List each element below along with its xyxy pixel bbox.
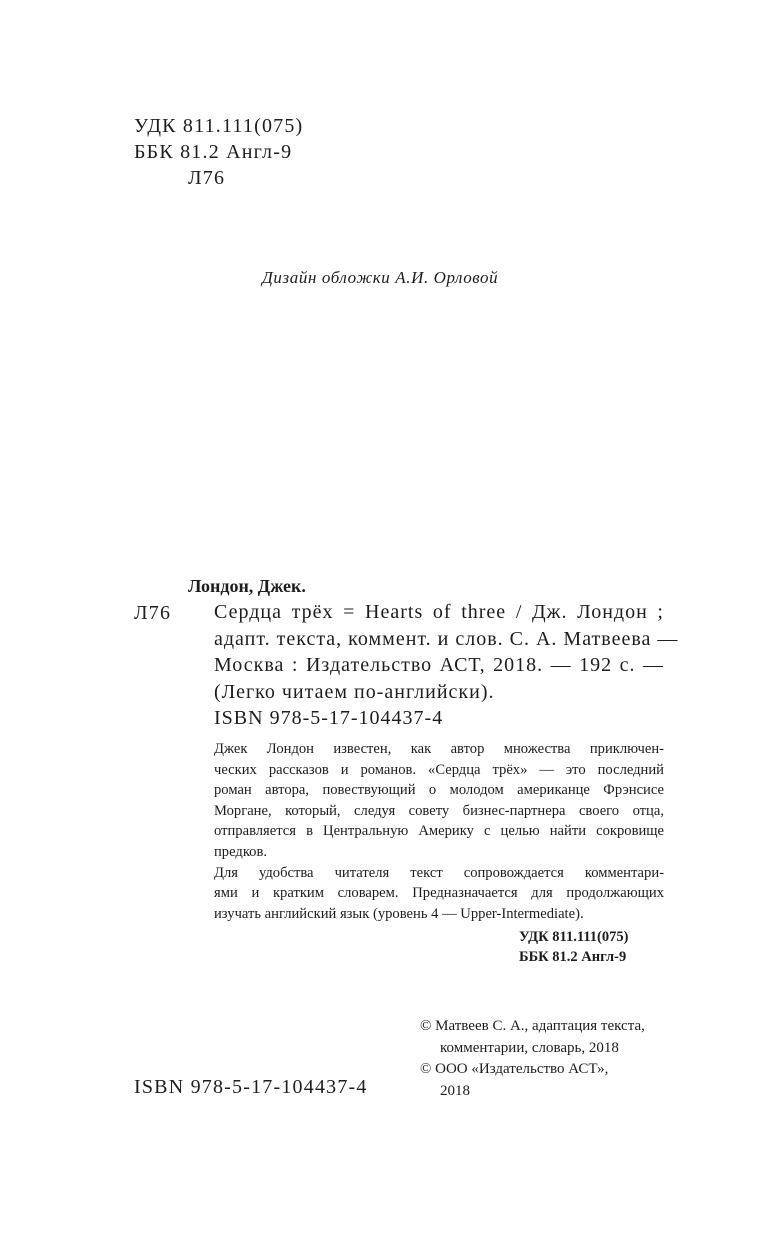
author-mark: Л76: [188, 167, 226, 189]
annotation-line: предков.: [214, 843, 268, 860]
catalog-line: (Легко читаем по-английски).: [214, 680, 495, 703]
footer-isbn: ISBN 978-5-17-104437-4: [134, 1076, 368, 1098]
catalog-isbn: ISBN 978-5-17-104437-4: [214, 707, 444, 729]
copyright-line: комментарии, словарь, 2018: [440, 1039, 619, 1056]
annotation-line: роман автора, повествующий о молодом американце Фрэнсисе: [214, 782, 664, 799]
annotation-line: изучать английский язык (уровень 4 — Upper-Intermediate).: [214, 905, 584, 922]
catalog-line: Сердца трёх = Hearts of three / Дж. Лондон ;: [214, 601, 664, 623]
annotation-line: ями и кратким словарем. Предназначается для продолжающих: [214, 885, 664, 902]
copyright-block: [420, 1016, 666, 1102]
bbk-code-repeat: ББК 81.2 Англ-9: [519, 949, 627, 965]
copyright-line: © ООО «Издательство АСТ»,: [420, 1061, 609, 1077]
catalog-line: адапт. текста, коммент. и слов. С. А. Матвеева —: [214, 627, 679, 650]
catalog-description: [214, 599, 679, 732]
annotation-line: отправляется в Центральную Америку с целью найти сокровище: [214, 823, 664, 840]
annotation-line: Джек Лондон известен, как автор множества приключен-: [214, 741, 664, 757]
copyright-line: © Матвеев С. А., адаптация текста,: [420, 1018, 645, 1034]
annotation: [214, 739, 664, 924]
catalog-author-heading: Лондон, Джек.: [188, 576, 306, 596]
annotation-line: Для удобства читателя текст сопровождается комментари-: [214, 864, 664, 881]
catalog-author-mark: Л76: [134, 602, 172, 624]
cover-design-credit: Дизайн обложки А.И. Орловой: [262, 268, 499, 287]
bbk-code: ББК 81.2 Англ-9: [134, 141, 293, 163]
copyright-line: 2018: [440, 1082, 470, 1099]
annotation-line: ческих рассказов и романов. «Сердца трёх» — это последний: [214, 761, 664, 778]
udc-code: УДК 811.111(075): [134, 115, 304, 137]
annotation-line: Моргане, который, следуя совету бизнес-партнера своего отца,: [214, 802, 664, 819]
catalog-line: Москва : Издательство АСТ, 2018. — 192 с. —: [214, 654, 664, 676]
udc-code-repeat: УДК 811.111(075): [519, 929, 629, 945]
